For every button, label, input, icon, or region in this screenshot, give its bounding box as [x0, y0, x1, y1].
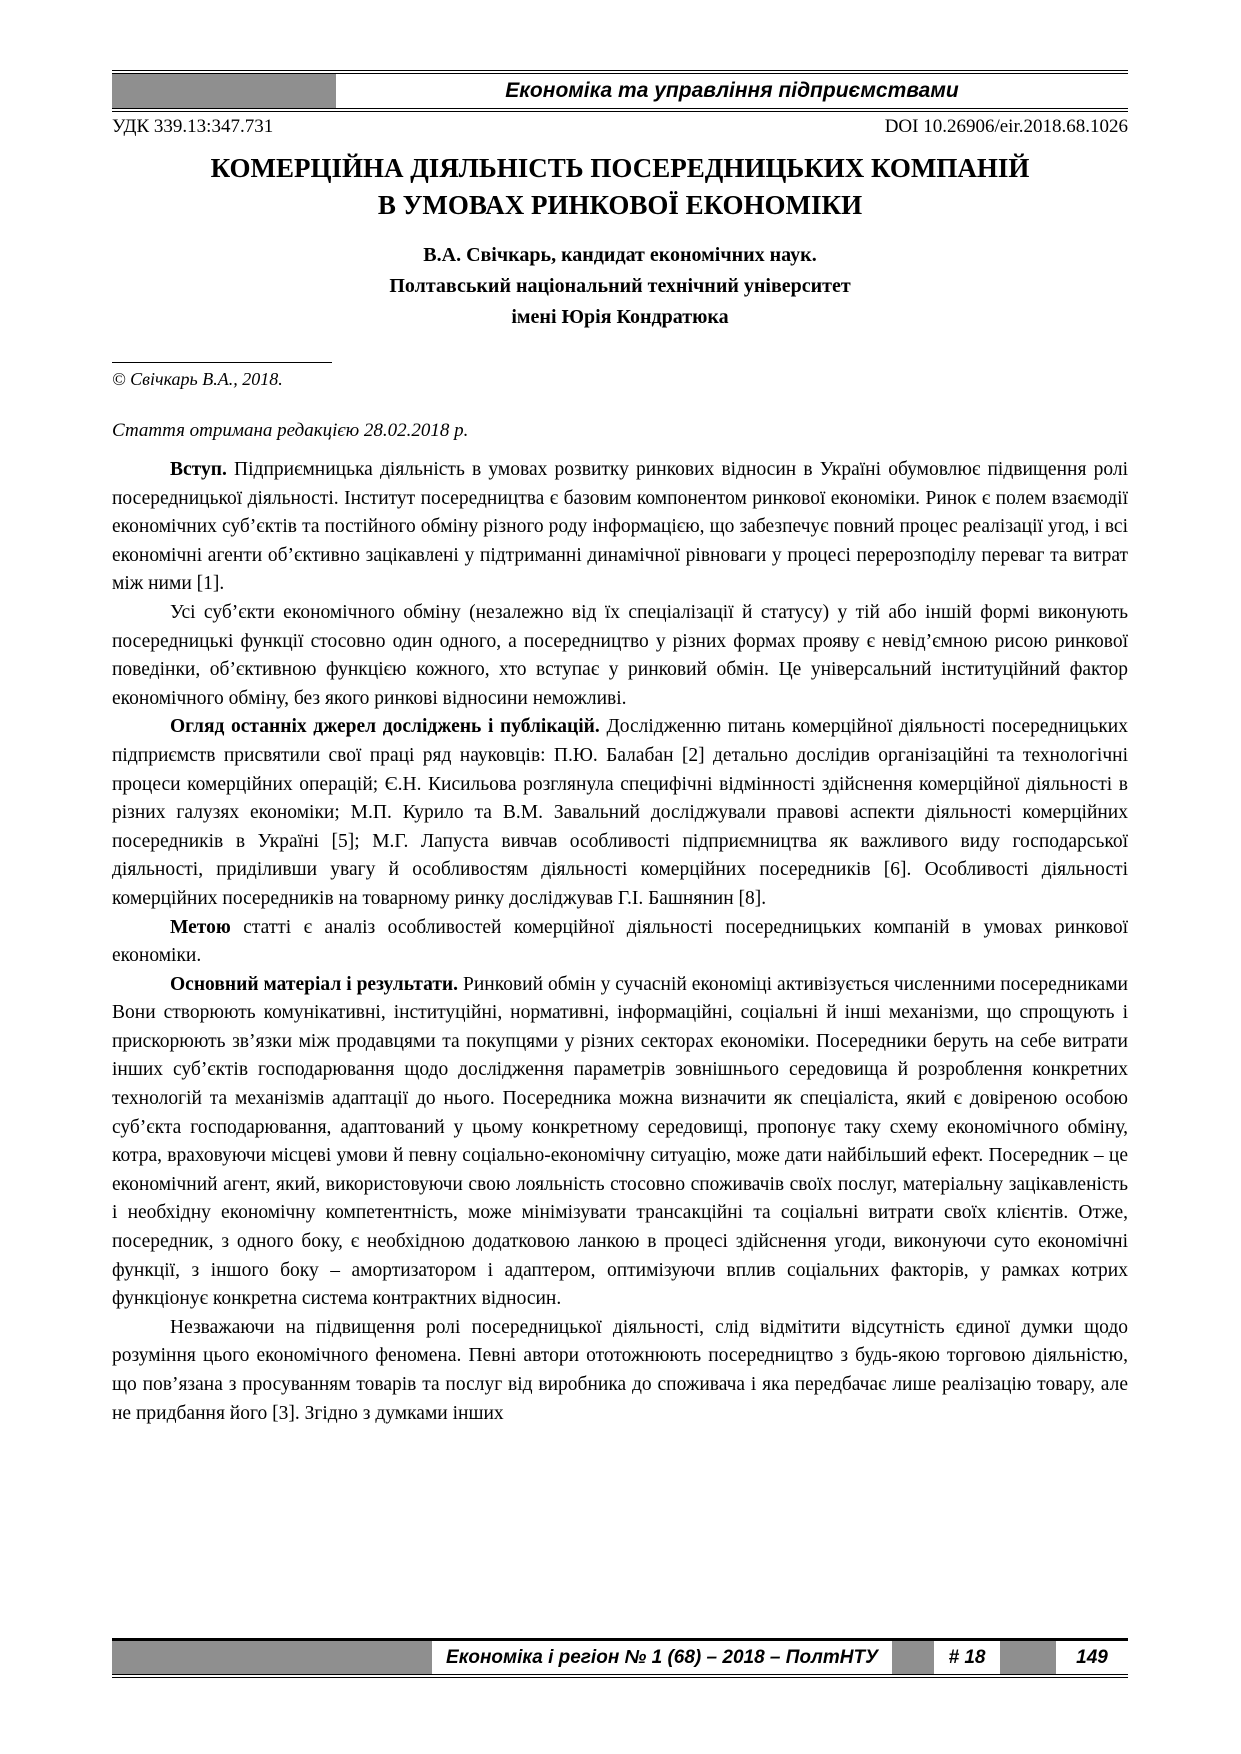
article-title-line2: В УМОВАХ РИНКОВОЇ ЕКОНОМІКИ — [377, 190, 863, 220]
paragraph-lead: Основний матеріал і результати. — [170, 973, 463, 995]
authors-block — [112, 240, 1128, 333]
footer-issue-number: # 18 — [948, 1647, 986, 1668]
running-head-gray-block — [112, 74, 336, 108]
footer-journal-title: Економіка і регіон № 1 (68) – 2018 – ПолтНТУ — [446, 1647, 878, 1668]
paragraph: Основний матеріал і результати. Ринковий обмін у сучасній економіці активізується численними посередниками Вони створюють комунікативні, інституційні, нормативні, інформаційні, соціальні й інші механізми, що спрощують і прискорюють зв’язки між продавцями та покупцями у різних секторах економіки. Посередники беруть на себе витрати інших суб’єктів господарювання щодо дослідження параметрів зовнішнього середовища й розроблення конкретних технологій та механізмів адаптації до нього. Посередника можна визначити як спеціаліста, який є довіреною особою суб’єкта господарювання, адаптований у цьому конкретному середовищі, пропонує таку схему економічного обміну, котра, враховуючи місцеві умови й певну соціально-економічну ситуацію, може дати найбільший ефект. Посередник – це економічний агент, який, використовуючи свою лояльність стосовно споживачів своїх послуг, матеріальну зацікавленість і необхідну економічну компетентність, може мінімізувати трансакційні та соціальні витрати своїх клієнтів. Отже, посередник, з одного боку, є необхідною додатковою ланкою в процесі здійснення угоди, виконуючи суто економічні функції, з іншого боку – амортизатором і адаптером, оптимізуючи вплив соціальних факторів, у рамках котрих функціонує конкретна система контрактних відносин. — [112, 973, 1128, 1310]
paragraph: Вступ. Підприємницька діяльність в умовах розвитку ринкових відносин в Україні обумовлює підвищення ролі посередницької діяльності. Інститут посередництва є базовим компонентом ринкової економіки. Ринок є полем взаємодії економічних суб’єктів та постійного обміну різного роду інформацією, що забезпечує повний процес реалізації угод, і всі економічні агенти об’єктивно зацікавлені у підтриманні динамічної рівноваги у процесі перерозподілу переваг та витрат між ними [1]. — [112, 459, 1128, 595]
author-line: В.А. Свічкарь, кандидат економічних наук. — [423, 244, 817, 266]
paragraph: Метою статті є аналіз особливостей комерційної діяльності посередницьких компаній в умовах ринкової економіки. — [112, 916, 1129, 967]
copyright-text: © Свічкарь В.А., 2018. — [112, 369, 283, 389]
article-title — [112, 150, 1128, 224]
meta-row — [112, 114, 1128, 140]
footnote-rule — [112, 362, 332, 363]
footer-gray-block-mid — [892, 1641, 934, 1674]
paragraph: Усі суб’єкти економічного обміну (незалежно від їх спеціалізації й статусу) у тій або іншій формі виконують посередницькі функції стосовно один одного, а посередництво у різних формах прояву є невід’ємною рисою ринкової поведінки, об’єктивною функцією кожного, хто вступає у ринковий обмін. Це універсальний інституційний фактор економічного обміну, без якого ринкові відносини неможливі. — [112, 601, 1128, 709]
paragraph-lead: Вступ. — [170, 459, 235, 480]
affiliation-line: Полтавський національний технічний університет — [389, 275, 851, 297]
footer-gray-block-left — [112, 1641, 432, 1674]
paragraph: Огляд останніх джерел досліджень і публікацій. Дослідженню питань комерційної діяльності посередницьких підприємств присвятили свої праці ряд науковців: П.Ю. Балабан [2] детально дослідив організаційні та технологічні процеси комерційних операцій; Є.Н. Кисильова розглянула специфічні відмінності здійснення комерційної діяльності в різних галузях економіки; М.П. Курило та В.М. Завальний досліджували правові аспекти діяльності комерційних посередників в Україні [5]; М.Г. Лапуста вивчав особливості підприємництва як важливого виду господарської діяльності, приділивши увагу й особливостям діяльності комерційних посередників [6]. Особливості діяльності комерційних посередників на товарному ринку досліджував Г.І. Башнянин [8]. — [112, 716, 1128, 909]
received-line: Стаття отримана редакцією 28.02.2018 р. — [112, 420, 469, 441]
article-body — [112, 456, 1128, 1428]
running-head-title: Економіка та управління підприємствами — [505, 79, 959, 102]
footer-bar — [112, 1638, 1128, 1678]
doi-code: DOI 10.26906/eir.2018.68.1026 — [884, 116, 1128, 137]
udc-code: УДК 339.13:347.731 — [112, 116, 274, 137]
footer-page-number: 149 — [1076, 1647, 1108, 1668]
article-title-line1: КОМЕРЦІЙНА ДІЯЛЬНІСТЬ ПОСЕРЕДНИЦЬКИХ КОМПАНІЙ — [210, 153, 1030, 183]
footer-gray-block-right — [1000, 1641, 1056, 1674]
copyright-block — [112, 362, 1128, 391]
affiliation-line: імені Юрія Кондратюка — [511, 306, 729, 328]
running-head-bar — [112, 70, 1128, 112]
paragraph-lead: Метою — [170, 916, 244, 938]
paragraph: Незважаючи на підвищення ролі посередницької діяльності, слід відмітити відсутність єдиної думки щодо розуміння цього економічного феномена. Певні автори ототожнюють посередництво з будь-якою торговою діяльністю, що пов’язана з просуванням товарів та послуг від виробника до споживача і яка передбачає лише реалізацію товару, але не придбання його [3]. Згідно з думками інших — [112, 1316, 1128, 1424]
paragraph-lead: Огляд останніх джерел досліджень і публікацій. — [170, 716, 607, 738]
